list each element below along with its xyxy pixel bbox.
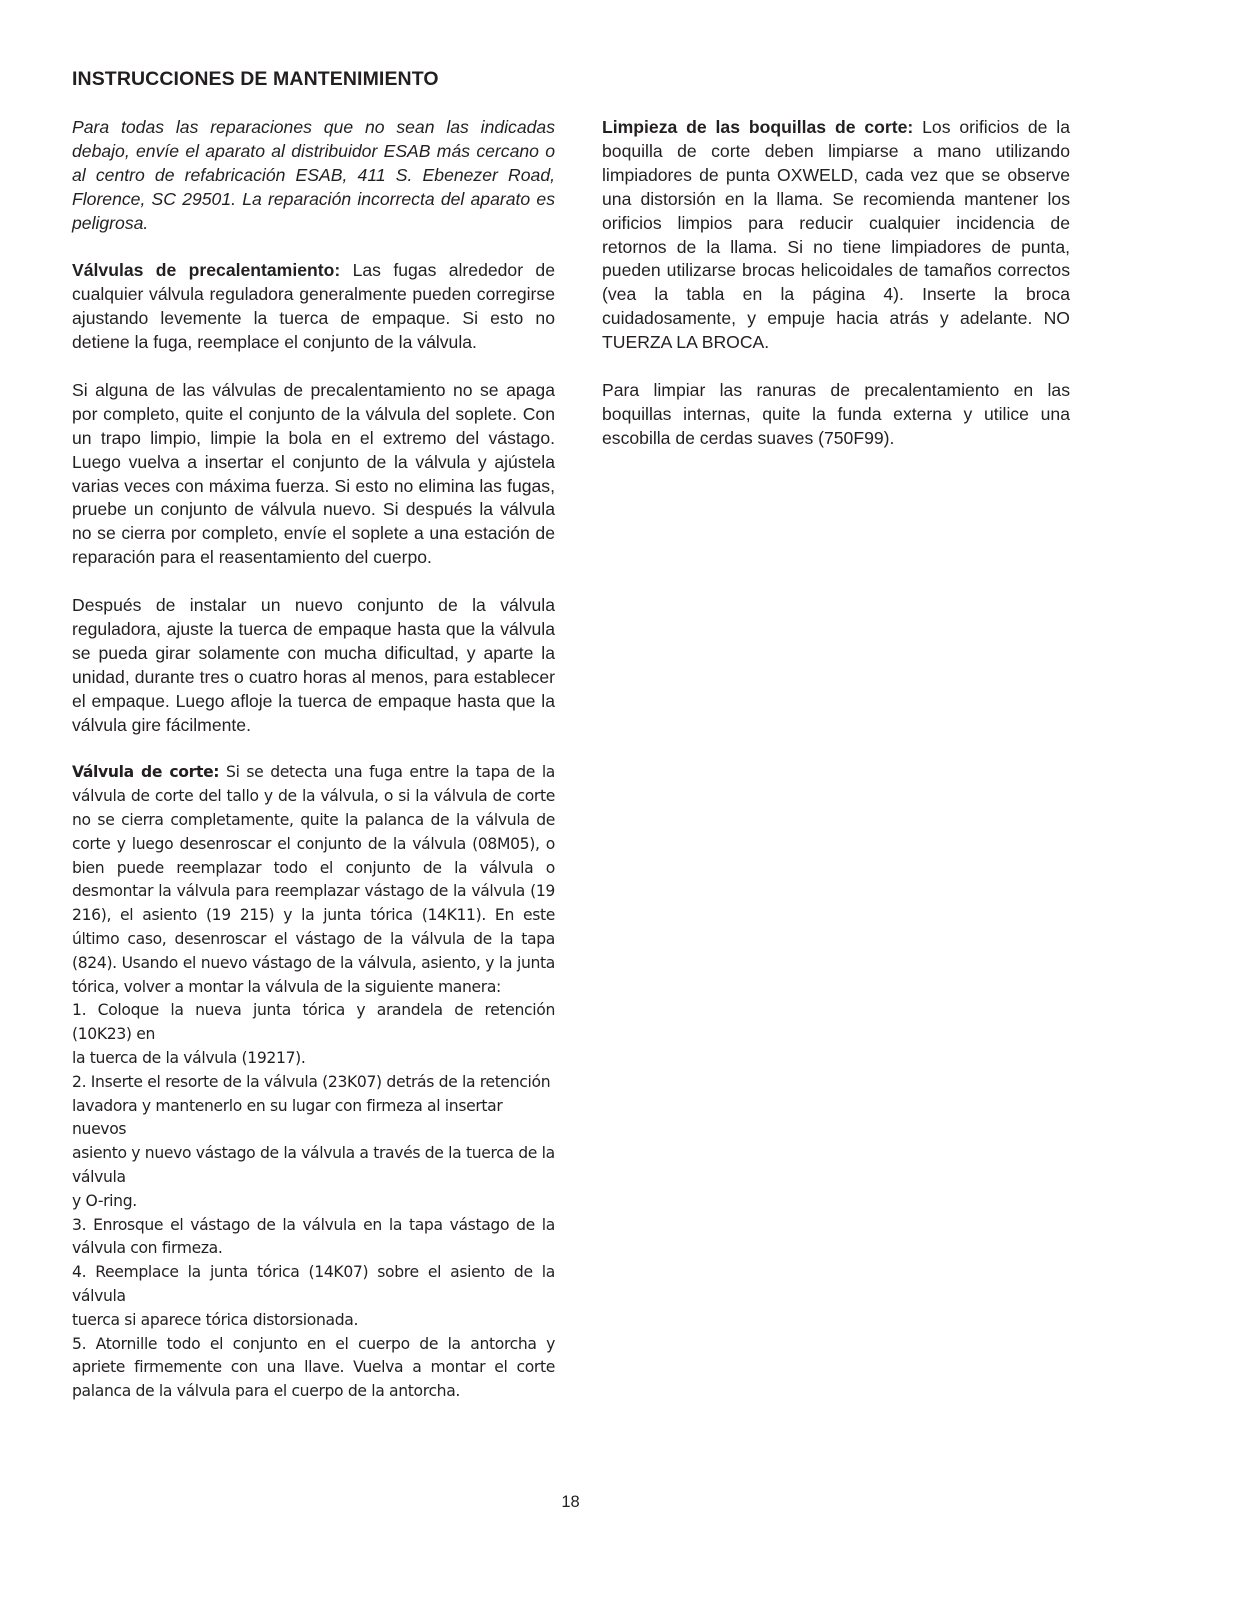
cutoff-valve-text: Si se detecta una fuga entre la tapa de la válvula de corte del tallo y de la válvula, o si la válvula de corte no se cierra completamente, quite la palanca de la válvula de corte y luego desenroscar el conjunto de la válvula (08M05), o bien puede reemplazar todo el conjunto de la válvula o desmontar la válvula para reemplazar vástago de la válvula (19 216), el asiento (19 215) y la junta tórica (14K11). En este último caso, desenroscar el vástago de la válvula de la tapa (824). Usando el nuevo vástago de la válvula, asiento, y la junta tórica, volver a montar la válvula de la siguiente manera:: [72, 763, 556, 996]
left-column: [72, 116, 555, 1404]
step-line: la tuerca de la válvula (19217).: [72, 1048, 306, 1067]
preheat-slots-paragraph: Para limpiar las ranuras de precalentamiento en las boquillas internas, quite la funda externa y utilice una escobilla de cerdas suaves (750F99).: [602, 379, 1070, 448]
tip-cleaning-paragraph: [602, 116, 1070, 355]
new-valve-paragraph: Después de instalar un nuevo conjunto de la válvula reguladora, ajuste la tuerca de empaque hasta que la válvula se pueda girar solamente con mucha dificultad, y aparte la unidad, durante tres o cuatro horas al menos, para establecer el empaque. Luego afloje la tuerca de empaque hasta que la válvula gire fácilmente.: [72, 595, 555, 735]
tip-cleaning-heading: Limpieza de las boquillas de corte:: [602, 117, 914, 137]
step-line: 1. Coloque la nueva junta tórica y arandela de retención (10K23) en: [72, 1001, 555, 1044]
reassembly-step: [72, 1214, 555, 1262]
step-line: 2. Inserte el resorte de la válvula (23K07) detrás de la retención: [72, 1072, 551, 1091]
reassembly-steps: [72, 999, 555, 1404]
page-number: 18: [561, 1493, 580, 1511]
preheat-valves-heading: Válvulas de precalentamiento:: [72, 260, 341, 281]
cutoff-valve-section: [72, 761, 555, 1404]
cutoff-valve-heading: Válvula de corte:: [72, 763, 220, 782]
right-column: [602, 116, 1070, 475]
page-title: INSTRUCCIONES DE MANTENIMIENTO: [72, 68, 439, 90]
reassembly-step: [72, 1071, 555, 1214]
step-line: 3. Enrosque el vástago de la válvula en la tapa vástago de la válvula con firmeza.: [72, 1215, 555, 1258]
tip-cleaning-text: Los orificios de la boquilla de corte deben limpiarse a mano utilizando limpiadores de punta OXWELD, cada vez que se observe una distorsión en la llama. Se recomienda mantener los orificios limpios para reducir cualquier incidencia de retornos de la llama. Si no tiene limpiadores de punta, pueden utilizarse brocas helicoidales de tamaños correctos (vea la tabla en la página 4). Inserte la broca cuidadosamente, y empuje hacia atrás y adelante. NO TUERZA LA BROCA.: [602, 117, 1070, 353]
step-line: tuerca si aparece tórica distorsionada.: [72, 1310, 359, 1329]
step-line: 4. Reemplace la junta tórica (14K07) sobre el asiento de la válvula: [72, 1263, 555, 1305]
preheat-valves-paragraph: [72, 259, 555, 355]
step-line: y O-ring.: [72, 1191, 137, 1210]
preheat-leak-paragraph: Si alguna de las válvulas de precalentamiento no se apaga por completo, quite el conjunto de la válvula del soplete. Con un trapo limpio, limpie la bola en el extremo del vástago. Luego vuelva a insertar el conjunto de la válvula y ajústela varias veces con máxima fuerza. Si esto no elimina las fugas, pruebe un conjunto de válvula nuevo. Si después la válvula no se cierra por completo, envíe el soplete a una estación de reparación para el reasentamiento del cuerpo.: [72, 379, 555, 568]
step-line: 5. Atornille todo el conjunto en el cuerpo de la antorcha y apriete firmemente con una llave. Vuelva a montar el corte palanca de la válvula para el cuerpo de la antorcha.: [72, 1334, 555, 1401]
step-line: asiento y nuevo vástago de la válvula a través de la tuerca de la válvula: [72, 1144, 555, 1186]
preheat-valves-text: Las fugas alrededor de cualquier válvula reguladora generalmente pueden corregirse ajustando levemente la tuerca de empaque. Si esto no detiene la fuga, reemplace el conjunto de la válvula.: [72, 260, 556, 353]
reassembly-step: [72, 1261, 555, 1332]
cutoff-valve-paragraph: [72, 761, 555, 999]
intro-paragraph: Para todas las reparaciones que no sean las indicadas debajo, envíe el aparato al distribuidor ESAB más cercano o al centro de refabricación ESAB, 411 S. Ebenezer Road, Florence, SC 29501. La reparación incorrecta del aparato es peligrosa.: [72, 117, 555, 233]
reassembly-step: [72, 999, 555, 1070]
reassembly-step: [72, 1333, 555, 1404]
step-line: lavadora y mantenerlo en su lugar con firmeza al insertar nuevos: [72, 1096, 503, 1139]
